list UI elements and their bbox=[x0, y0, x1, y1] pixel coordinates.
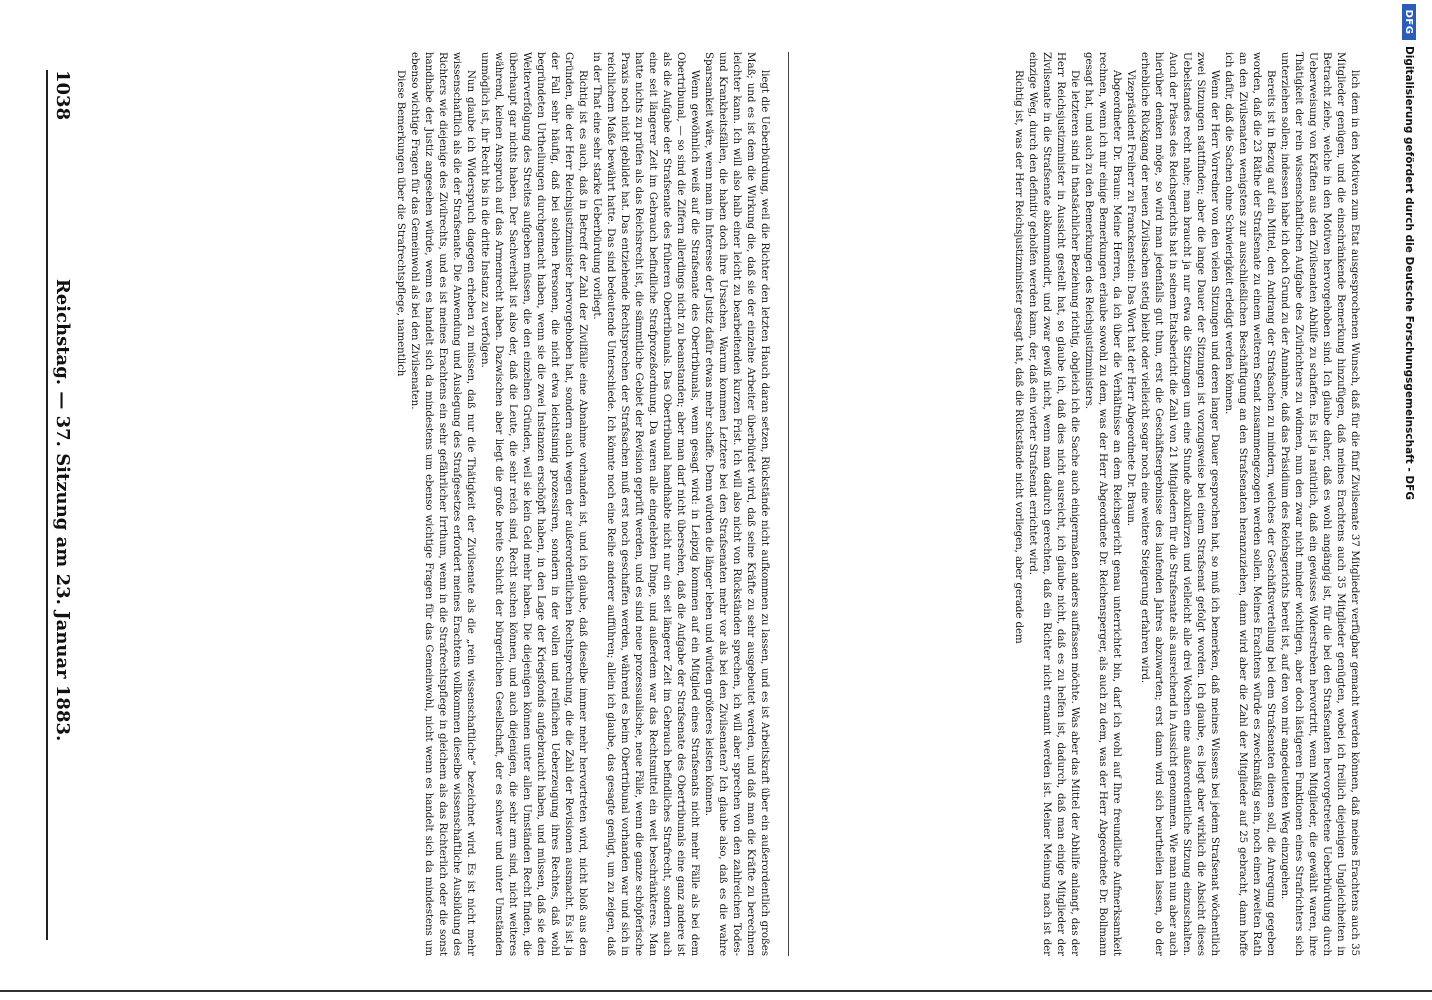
page-title: Reichstag. — 37. Sitzung am 23. Januar 1883. bbox=[52, 278, 73, 742]
right-text-column bbox=[122, 52, 772, 956]
paragraph: Wenn der Herr Vorredner von den vielen Sitzungen und deren langer Dauer gesprochen hat, so muß ich bemerken, daß meines Wissens bei jedem Strafsenat wöchentlich zwei Sitzungen stattfinden; aber die lange Dauer der Sitzungen ist vorzugsweise bei einem Strafsenat gefolgt worden. Ich glaube, es liegt aber wirklich die Absicht dieses Uebelstandes recht nahe; man braucht ja nur etwa die Sitzungen um eine Stunde abzukürzen und vielleicht alle drei Wochen eine außerordentliche Sitzung einzuschalten. Auch der Präses des Reichsgerichts hat in seinem Etatsbericht die Zahl von 21 Mitgliedern für die Strafsenate als ausreichend in Aussicht genommen. Wie man nun aber auch hierüber denken möge, so wird man jedenfalls gut thun, erst die Geschäftsergebnisse des laufenden Jahres abzuwarten; erst dann wird sich beurtheilen lassen, ob der erhebliche Rückgang der neuen Zivilsachen stetig bleibt oder vielleicht sogar noch eine weitere Steigerung erfahren wird. bbox=[1139, 52, 1221, 956]
digitization-footer bbox=[1386, 0, 1432, 1000]
paragraph: Bereits ist in Bezug auf ein Mittel, den Andrang der Strafsachen zu mindern, welches der Geschäftsverteilung bei dem Strafsenaten dienen soll, die Anregung gegeben worden, daß die 23 Räthe der Strafsenate zu einem weiteren Senat zusammengezogen werden sollen. Meines Erachtens würde es zweckmäßig sein, noch einen zweiten Rath an den Zivilsenaten wenigstens zur ausschließlichen Beschäftigung an den Strafsenaten heranzuziehen, dann wird aber die Zahl der Mitglieder auf 25 gebracht, dann hoffe ich dafür, daß die Sachen ohne Schwierigkeit erledigt werden können. bbox=[1223, 52, 1277, 956]
column-divider bbox=[788, 52, 789, 956]
paragraph: Vizepräsident Freiherr zu Franckenstein: Das Wort hat der Herr Abgeordnete Dr. Braun. bbox=[1125, 70, 1137, 526]
left-text-column bbox=[802, 52, 1362, 956]
paragraph: Wenn gewöhnlich weiß auf die Strafsenate des Obertribunals, wenn gesagt wird: in Leipzig kommen auf ein Mitglied eines Strafsenats nicht mehr Fälle als bei dem Obertribunal, — so sind die Ziffern allerdings nicht zu beanstanden; aber man darf nicht übersehen, daß die Aufgabe der Strafsenate des Obertribunals eine ganz andere ist als die Aufgabe der Strafsenate des früheren Obertribunals. Das Obertribunal handhabte nicht nur ein seit längerer Zeit im Gebrauch befindliches Strafrecht, sondern auch eine seit längerer Zeit im Gebrauch befindliche Strafprozeßordnung. Da waren alle eingelebten Dinge, und außerdem war das Rechtsmittel ein weit beschränkteres. Man hatte nichts zu prüfen als das Reichsrecht ist, die sämmtliche Gebiet der Revision geprüft werden, und es sind neue prozessualische, neue Fälle, wenn die ganze schöpferische Praxis noch nicht gebildet hat. Das entziehende Rechtsprechen der Strafsachen muß erst noch geschaffen werden, während es beim Obertribunal vorhanden war und sich in reichlichem Maße bewährt hatte. Das sind bedeutende Unterschiede. Ich könnte noch eine Reihe anderer aufführen; allein ich glaube, das gesagte genügt, um zu zeigen, daß in der That eine sehr starke Ueberbürdung vorliegt. bbox=[591, 52, 701, 956]
paragraph: Nun glaube ich Widerspruch dagegen erheben zu müssen, daß nur die Thätigkeit der Zivilsenate als die „rein wissenschaftliche“ bezeichnet wird. Es ist nicht mehr wissenschaftlich als die der Strafsenate. Die Anwendung und Auslegung des Strafgesetzes erfordert meines Erachtens vollkommen dieselbe wissenschaftliche Ausbildung des Richters wie diejenige des Zivilrechts, und es ist meines Erachtens ein sehr gefährlicher Irrthum, wenn in die Strafrechtspflege in gleichem als das Richterlich oder die sonst handhabe der Justiz angesehen würde, wenn es handelt sich da mindestens um ebenso wichtige Fragen für das Gemeinwohl, nicht wenn es handelt sich da mindestens um ebenso wichtige Fragen für das Gemeinwohl als bei den Zivilsenaten. bbox=[409, 52, 477, 956]
digitization-note: Digitalisierung gefördert durch die Deutsche Forschungsgemeinschaft - DFG bbox=[1403, 46, 1415, 500]
paragraph: Abgeordneter Dr. Braun: Meine Herren, da ich über die Verhältnisse an dem Reichsgericht genau unterrichtet bin, darf ich wohl auf Ihre freundliche Aufmerksamkeit rechnen, wenn ich mir einige Bemerkungen erlaube sowohl zu dem, was der Herr Abgeordnete Dr. Reichensperger, als auch zu dem, was der Herr Abgeordnete Dr. Bollmann gesagt hat, und auch zu den Bemerkungen des Reichsjustizministers. bbox=[1083, 52, 1123, 956]
paragraph: Richtig ist es auch, daß in Betreff der Zahl der Zivilfälle eine Abnahme vorhanden ist, und ich glaube, daß dieselbe immer mehr hervortreten wird, nicht bloß aus den Gründen, die der Herr Reichsjustizminister hervorgehoben hat, sondern auch wegen der außerordentlichen Rechtsprechung, die die Zahl der Revisionen ausmacht. Es ist ja der Fall sehr häufig, daß bei solchen Personen, die nicht etwa leichtsinnig prozessiren, sondern in der vollen und reiflichen Ueberzeugung ihres Rechtes, daß wohl begründeten Urtheilungen durchgemacht haben, wenn sie die zwei Instanzen erschöpft haben, in den Lage der Kriegsfonds aufgebraucht haben, und müssen, daß sie den Weiterverfolgung des Streites aufgeben müssen, die den einzelnen Gründen, weil sie kein Geld mehr haben. Die diejenigen können unter allen Umständen Recht finden, die überhaupt gar nichts haben. Der Sachverhalt ist also der, daß die Leute, die sehr reich sind, Recht suchen können, und auch diejenigen, die sehr arm sind, nicht weiteres während, keinen Anspruch auf das Armenrecht haben. Dazwischen aber liegt die große breite Schicht der bürgerlichen Gesellschaft, der es schwer und unter Umständen unmöglich ist, ihr Recht bis in die dritte Instanz zu verfolgen. bbox=[479, 52, 589, 956]
running-header bbox=[46, 70, 102, 940]
paragraph: Die letzteren sind in thatsächlicher Beziehung richtig, obgleich ich die Sache auch einigermaßen anders auffassen möchte. Was aber das Mittel der Abhilfe anlangt, das der Herr Reichsjustizminister in Aussicht gestellt hat, so glaube ich, daß dies nicht ausreicht, ich glaube nicht, daß es zu helfen ist, dadurch, daß man einige Mitglieder der Zivilsenate in die Strafsenate abkommandirt, und zwar gewiß nicht, wenn man dadurch gerechten, daß ein Richter nicht ernannt werden ist. Meiner Meinung nach ist der einzige Weg, durch den definitiv geholfen werden kann, der, daß ein vierter Strafsenat errichtet wird. bbox=[1027, 52, 1081, 956]
paragraph: Diese Bemerkungen über die Strafrechtspflege, namentlich bbox=[395, 70, 407, 377]
paragraph: lich dem in den Motiven zum Etat ausgesprochenen Wunsch, daß für die fünf Zivilsenate 37 Mitglieder verfügbar gemacht werden können, daß meines Erachtens auch 35 Mitglieder genügen, und die einschränkende Bemerkung hinzufügen, daß meines Erachtens auch 35 Mitglieder genügten, wobei ich freilich diejenigen Ungleichheiten in Betracht ziehe, welche in den Motiven hervorgehoben sind. Ich glaube daher, daß es wohl angängig ist, für die bei den Strafsenaten hervorgetretene Ueberbürdung durch Ueberweisung von Kräften aus den Zivilsenaten Abhilfe zu schaffen. Es ist ja natürlich, daß ein gewisses Widerstreben hervortritt, wenn Mitglieder, die gewählt waren, ihre Thätigkeit der rein wissenschaftlichen Aufgabe des Zivilrichters zu widmen, nun den zwar nicht minder wichtigen, aber doch lästigeren Funktionen eines Strafrichters sich unterziehen sollen; indessen habe ich doch Grund zu der Annahme, daß das Präsidium des Reichsgerichts bereit ist, auf den von mir angedeuteten Weg einzugehen. bbox=[1279, 52, 1361, 956]
paragraph: liegt die Ueberbürdung, weil die Richter den letzten Hauch daran setzen, Rückstände nicht aufkommen zu lassen, und es ist Arbeitskraft über ein außerordentlich großes Maß; und es ist dem die Wirkung die, daß sie der einzelne Arbeiter überbürdet wird, daß seine Kräfte zu sehr ausgebeutet werden, und daß man die Kräfte zu berechnen leichter kann. Ich will also halb einer leicht zu bearbeitenden kurzen Frist. Ich will also nicht von Rückständen sprechen, ich will aber sprechen von den zahlreichen Todes- und Krankheitsfällen, die haben doch ihre Ursachen. Warum kommen Letztere bei den Strafsenaten mehr vor als bei den Zivilsenaten? Ich glaube also, daß es die wahre Sparsamkeit wäre, wenn man im Interesse der Justiz dafür etwas mehr schaffe. Denn würden die länger leben und würden größeres leisten können. bbox=[703, 52, 771, 956]
page-number: 1038 bbox=[52, 70, 73, 121]
dfg-logo: DFG bbox=[1402, 4, 1416, 40]
page-edge-line bbox=[0, 990, 1432, 992]
paragraph: Richtig ist, was der Herr Reichsjustizminister gesagt hat, daß die Rückstände nicht vorliegen, aber gerade dem bbox=[1013, 70, 1025, 644]
